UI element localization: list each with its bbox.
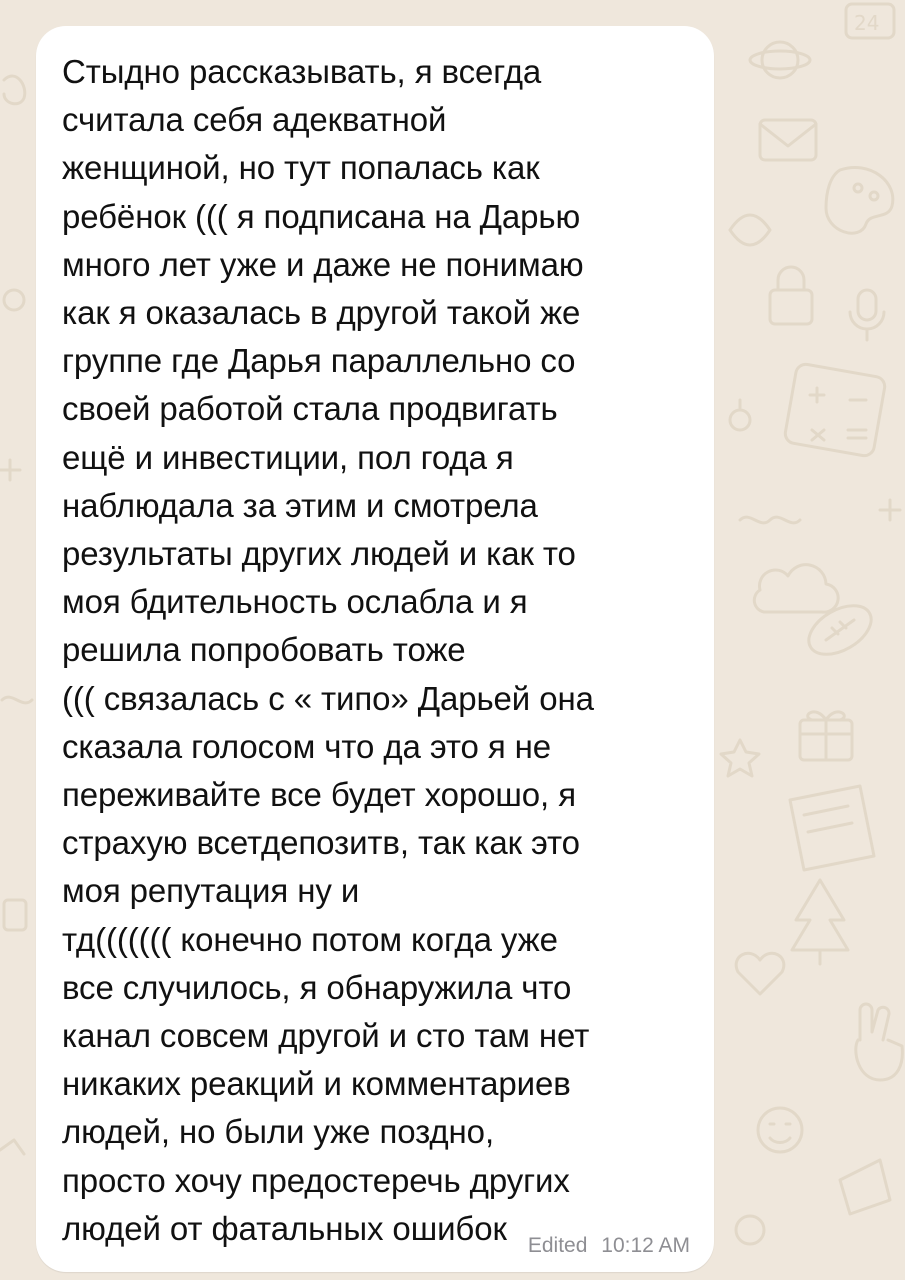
planet-doodle (750, 42, 810, 78)
message-line: никаких реакций и комментариев (62, 1065, 571, 1103)
message-line: ребёнок ((( я подписана на Дарью (62, 197, 581, 235)
message-line: переживайте все будет хорошо, я (62, 776, 576, 814)
message-line: решила попробовать тоже (62, 631, 466, 669)
message-line: людей, но были уже поздно, (62, 1113, 495, 1151)
edited-label: Edited (527, 1234, 588, 1257)
envelope-doodle (760, 120, 816, 160)
message-line: моя бдительность ослабла и я (62, 583, 528, 621)
message-line: канал совсем другой и сто там нет (62, 1017, 590, 1055)
message-line: просто хочу предостеречь других (62, 1161, 570, 1199)
palette-doodle (826, 168, 893, 234)
message-line: страхую всетдепозитв, так как это (62, 824, 580, 862)
svg-text:24: 24 (854, 11, 880, 35)
message-line: ((( связалась с « типо» Дарьей она (62, 679, 594, 717)
message-line: тд((((((( конечно потом когда уже (62, 920, 558, 958)
message-line: группе где Дарья параллельно со (62, 342, 576, 380)
message-bubble[interactable] (36, 26, 714, 1272)
tree-doodle (792, 880, 848, 964)
message-line: Стыдно рассказывать, я всегда (62, 53, 542, 90)
gift-doodle (800, 712, 852, 760)
star-doodle (721, 740, 759, 776)
message-line: как я оказалась в другой такой же (62, 294, 581, 332)
message-line: сказала голосом что да это я не (62, 727, 552, 765)
heart-doodle (736, 953, 784, 994)
message-line: результаты других людей и как то (62, 535, 576, 573)
message-line: ещё и инвестиции, пол года я (62, 438, 514, 476)
calculator-doodle (784, 363, 887, 457)
lock-doodle (770, 267, 812, 324)
cloud-doodle (754, 565, 838, 612)
message-meta (528, 1234, 690, 1258)
message-line: все случилось, я обнаружила что (62, 968, 572, 1006)
football-doodle (801, 596, 880, 665)
peace-hand-doodle (856, 1004, 903, 1080)
message-line: моя репутация ну и (62, 872, 360, 910)
message-line: своей работой стала продвигать (62, 390, 558, 428)
message-text (62, 48, 688, 1253)
sticky-note-doodle (790, 786, 874, 870)
number-24-doodle (846, 4, 894, 38)
microphone-doodle (850, 290, 884, 340)
message-line: считала себя адекватной (62, 101, 447, 139)
message-line: много лет уже и даже не понимаю (62, 245, 584, 283)
message-line: наблюдала за этим и смотрела (62, 486, 538, 524)
message-line: людей от фатальных ошибок (62, 1209, 507, 1247)
message-timestamp: 10:12 AM (601, 1234, 690, 1257)
message-line: женщиной, но тут попалась как (62, 149, 540, 187)
